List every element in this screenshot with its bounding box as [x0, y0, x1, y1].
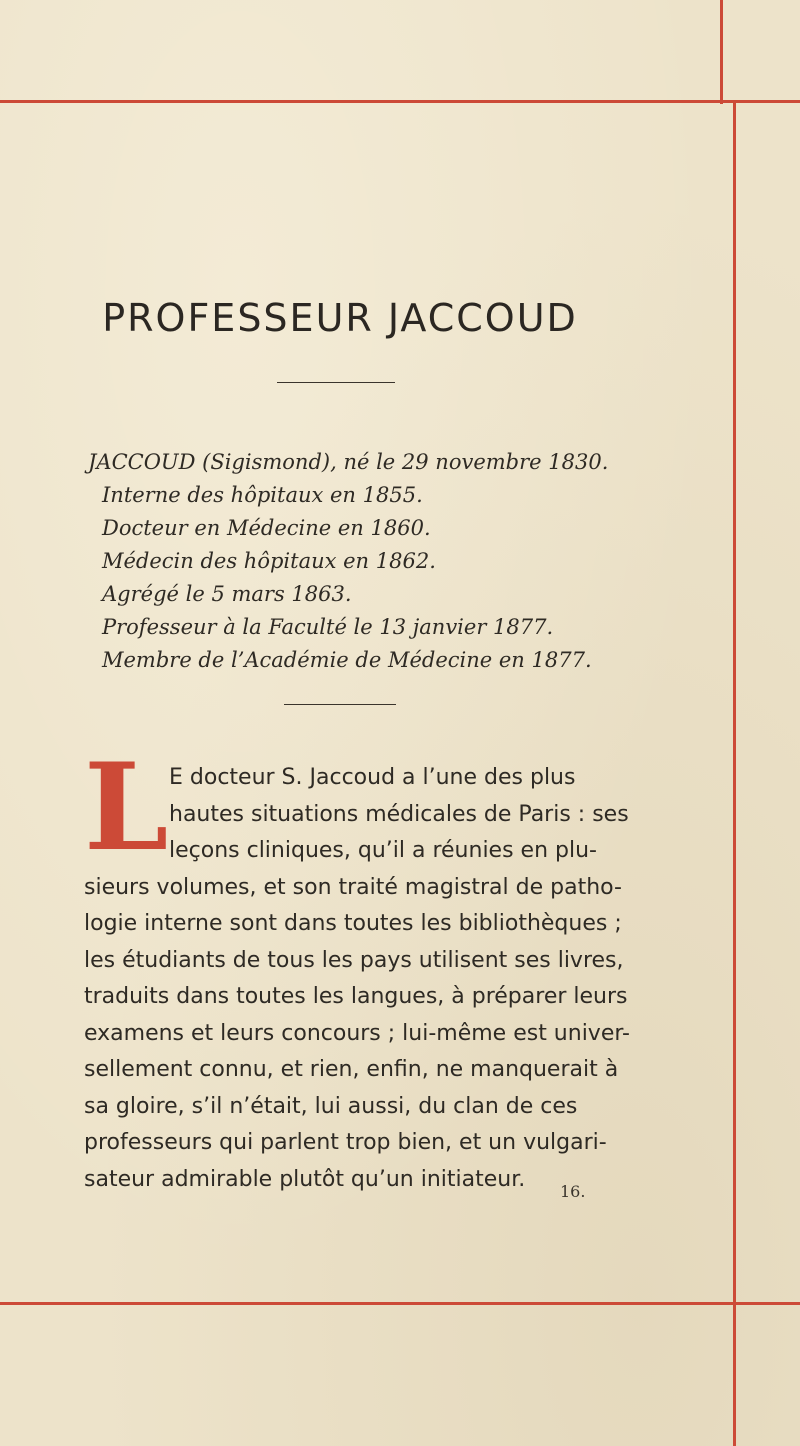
- body-line: sieurs volumes, et son traité magistral de patho-: [84, 874, 622, 900]
- body-line: sa gloire, s’il n’était, lui aussi, du clan de ces: [84, 1093, 578, 1119]
- body-line: traduits dans toutes les langues, à préparer leurs: [84, 984, 628, 1009]
- body-line: logie interne sont dans toutes les bibliothèques ;: [84, 911, 622, 936]
- bio-line: Médecin des hôpitaux en 1862.: [102, 549, 436, 573]
- biography-block: [88, 446, 648, 677]
- body-line: examens et leurs concours ; lui-même est univer-: [84, 1020, 630, 1046]
- body-paragraph: [84, 737, 630, 1198]
- bio-line: Docteur en Médecine en 1860.: [102, 516, 431, 540]
- page-number: 16.: [560, 1182, 586, 1201]
- vertical-red-rule: [733, 100, 736, 1446]
- bio-line: Membre de l’Académie de Médecine en 1877.: [102, 648, 592, 672]
- bio-line: JACCOUD (Sigismond), né le 29 novembre 1830.: [88, 450, 609, 474]
- separator-bottom: [284, 704, 396, 705]
- drop-cap: L: [84, 737, 169, 878]
- page-title: PROFESSEUR JACCOUD: [102, 296, 578, 340]
- body-line: hautes situations médicales de Paris : ses: [169, 801, 629, 827]
- body-line: sateur admirable plutôt qu’un initiateur.: [84, 1166, 526, 1192]
- body-line: E docteur S. Jaccoud a l’une des plus: [169, 765, 576, 790]
- bio-line: Agrégé le 5 mars 1863.: [102, 582, 352, 606]
- body-line: sellement connu, et rien, enfin, ne manquerait à: [84, 1057, 619, 1082]
- body-line: leçons cliniques, qu’il a réunies en plu-: [169, 838, 597, 863]
- top-red-rule: [0, 100, 800, 103]
- separator-top: [277, 382, 395, 383]
- bottom-red-rule: [0, 1302, 800, 1305]
- bio-line: Professeur à la Faculté le 13 janvier 1877.: [102, 615, 554, 639]
- body-line: les étudiants de tous les pays utilisent ses livres,: [84, 947, 624, 973]
- vertical-red-rule-upper: [720, 0, 723, 104]
- body-line: professeurs qui parlent trop bien, et un vulgari-: [84, 1130, 607, 1155]
- bio-line: Interne des hôpitaux en 1855.: [102, 483, 423, 507]
